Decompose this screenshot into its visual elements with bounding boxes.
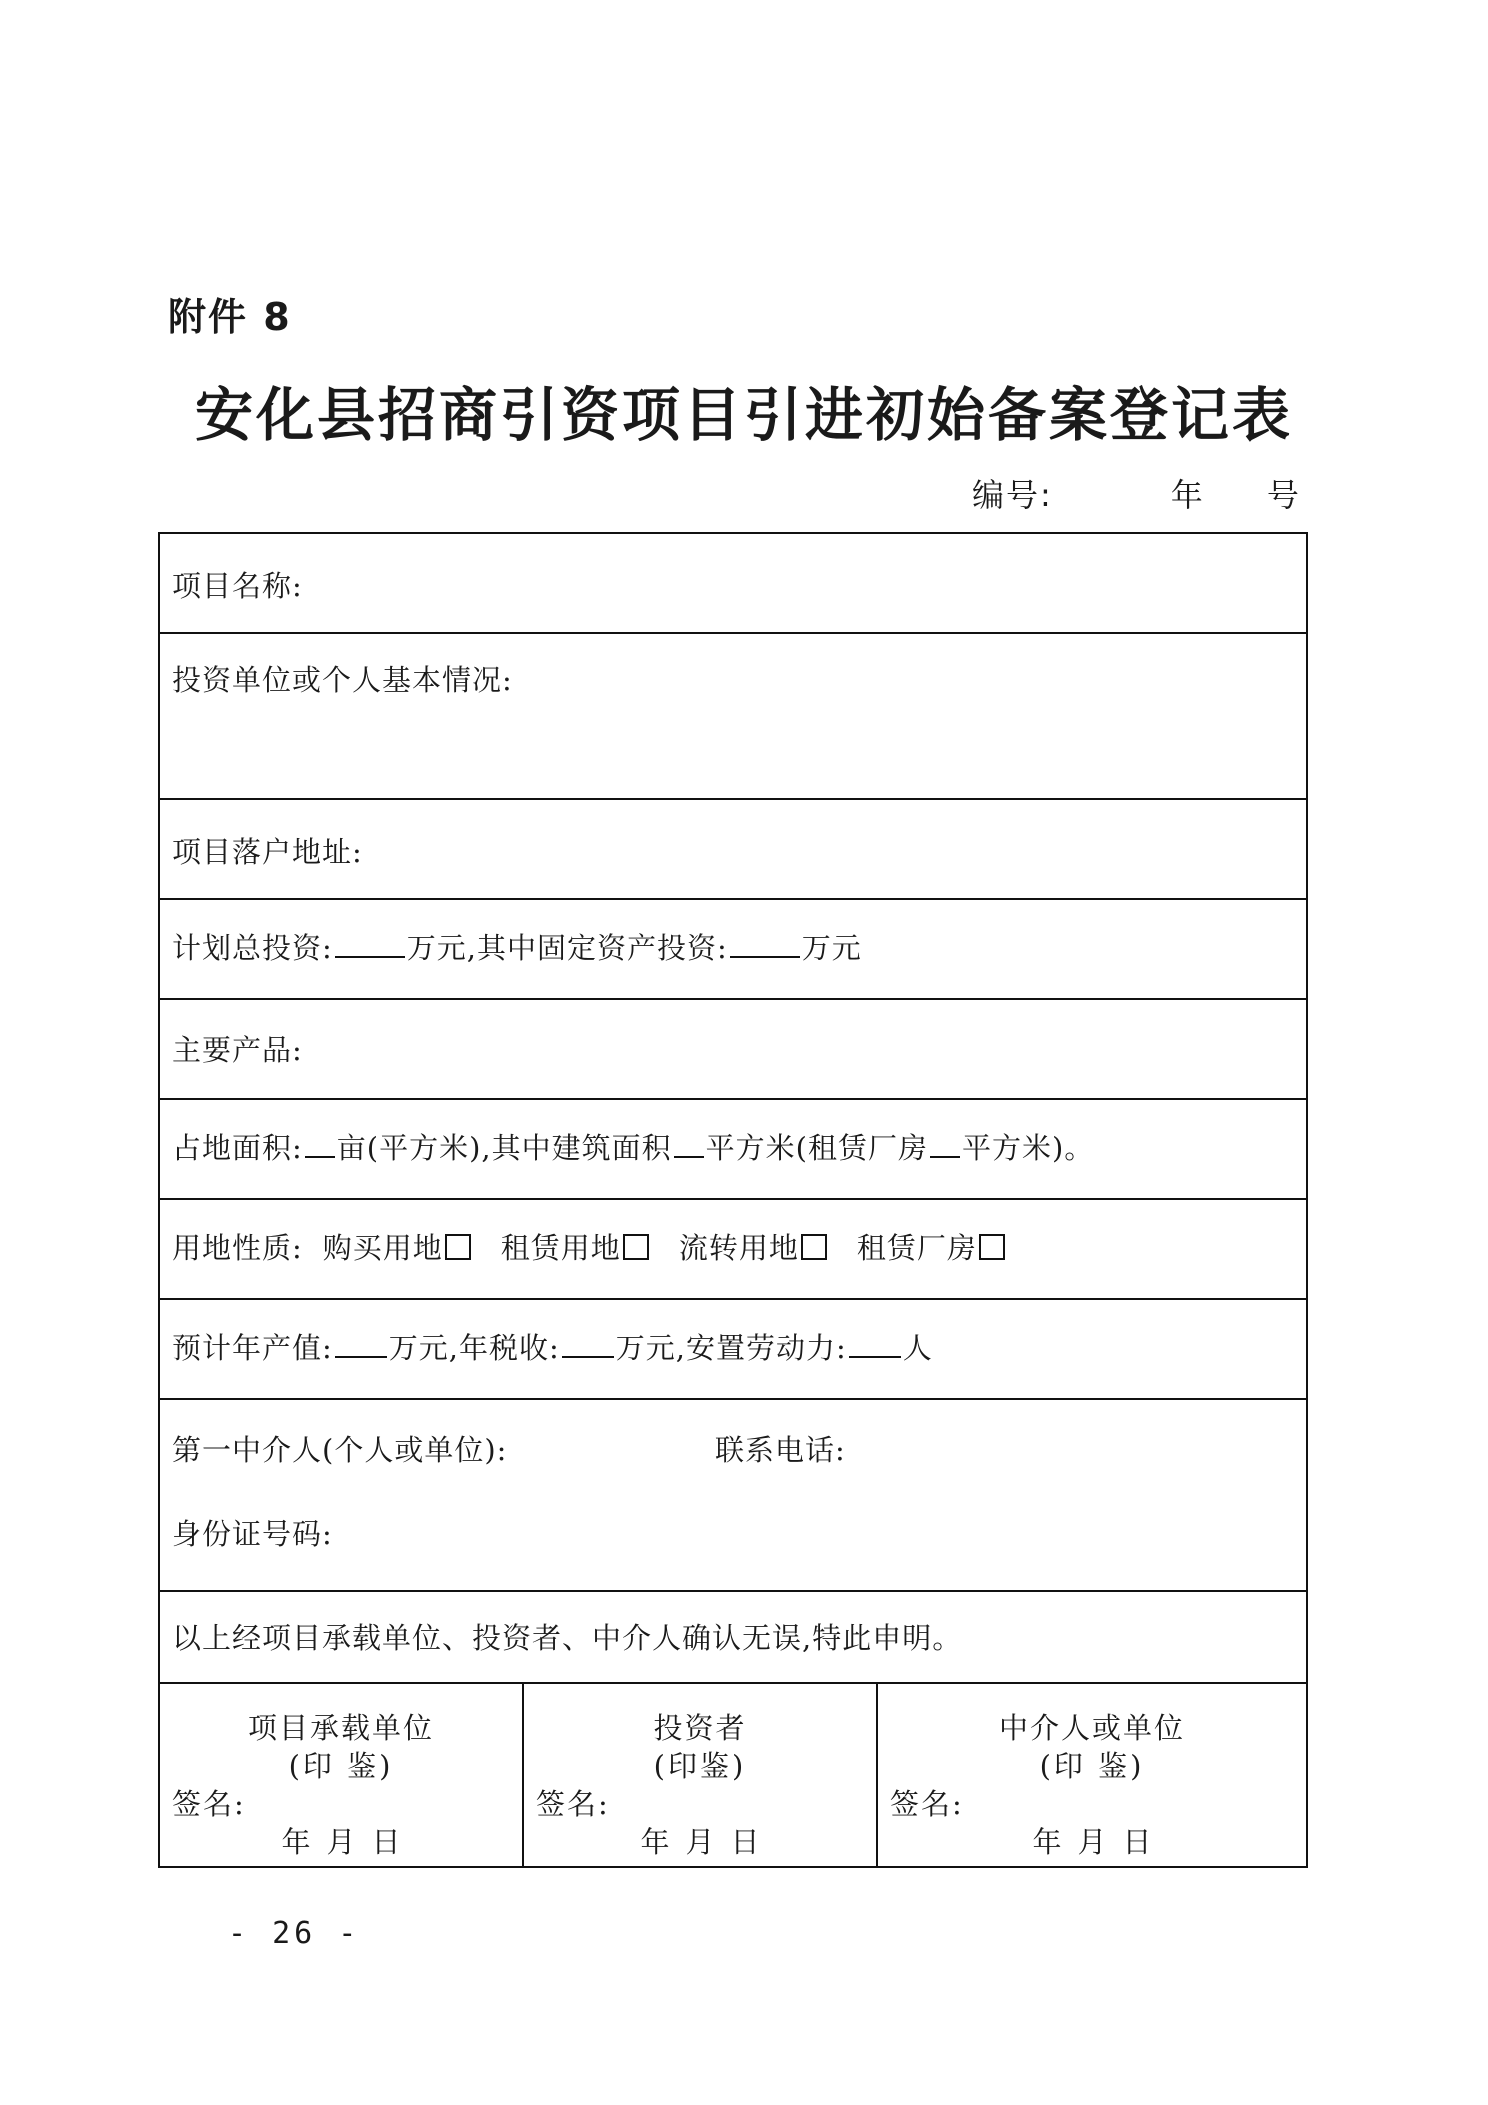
sig-investor-seal: (印鉴) [653, 1749, 747, 1783]
expected-p3: 人 [902, 1331, 933, 1365]
row-project-address[interactable] [160, 800, 1306, 900]
row-project-name[interactable] [160, 534, 1306, 634]
row-land-nature [160, 1200, 1306, 1300]
sig-intermediary-date [878, 1820, 1306, 1861]
expected-p1: 万元,年税收: [388, 1331, 560, 1365]
annual-output-blank[interactable] [335, 1330, 387, 1358]
investment-unit2: 万元 [801, 931, 862, 965]
option-purchase-land: 购买用地 [322, 1231, 443, 1265]
row-intermediary[interactable] [160, 1400, 1306, 1592]
sig-investor-sign: 签名: [536, 1787, 610, 1821]
registration-form [158, 532, 1308, 1868]
sig-intermediary-sign: 签名: [890, 1787, 964, 1821]
land-nature-label: 用地性质: [172, 1231, 303, 1265]
row-investment [160, 900, 1306, 1000]
land-area-p1: 亩(平方米),其中建筑面积 [336, 1131, 672, 1165]
rented-plant-area-blank[interactable] [930, 1130, 960, 1158]
page-number: - 26 - [228, 1916, 361, 1951]
main-products-label: 主要产品: [172, 1033, 303, 1067]
land-area-label: 占地面积: [172, 1131, 303, 1165]
sig-host-title: 项目承载单位 [247, 1711, 434, 1745]
date-year: 年 [640, 1825, 670, 1859]
row-investor-info[interactable] [160, 634, 1306, 800]
option-rent-land: 租赁用地 [500, 1231, 621, 1265]
project-name-label: 项目名称: [172, 569, 303, 603]
rent-plant-checkbox[interactable] [979, 1234, 1005, 1260]
date-year: 年 [281, 1825, 311, 1859]
rent-land-checkbox[interactable] [623, 1234, 649, 1260]
land-area-p2: 平方米(租赁厂房 [705, 1131, 928, 1165]
date-month: 月 [1077, 1825, 1107, 1859]
serial-number [972, 470, 1301, 516]
row-expected-output [160, 1300, 1306, 1400]
option-transfer-land: 流转用地 [678, 1231, 799, 1265]
intermediary-id-label: 身份证号码: [172, 1517, 333, 1551]
date-day: 日 [371, 1825, 401, 1859]
annual-tax-blank[interactable] [562, 1330, 614, 1358]
date-year: 年 [1032, 1825, 1062, 1859]
transfer-land-checkbox[interactable] [801, 1234, 827, 1260]
labor-blank[interactable] [849, 1330, 901, 1358]
sig-investor-date [524, 1820, 876, 1861]
land-area-blank[interactable] [305, 1130, 335, 1158]
fixed-investment-blank[interactable] [730, 930, 800, 958]
row-declaration [160, 1592, 1306, 1684]
investment-label: 计划总投资: [172, 931, 333, 965]
sig-host-date [160, 1820, 522, 1861]
form-title: 安化县招商引资项目引进初始备案登记表 [194, 381, 1293, 449]
date-day: 日 [730, 1825, 760, 1859]
signature-investor[interactable] [524, 1684, 878, 1868]
land-area-p3: 平方米)。 [961, 1131, 1095, 1165]
total-investment-blank[interactable] [335, 930, 405, 958]
expected-label: 预计年产值: [172, 1331, 333, 1365]
serial-number-suffix: 号 [1266, 476, 1301, 514]
row-land-area [160, 1100, 1306, 1200]
sig-host-sign: 签名: [172, 1787, 246, 1821]
intermediary-label: 第一中介人(个人或单位): [172, 1433, 508, 1467]
option-rent-plant: 租赁厂房 [856, 1231, 977, 1265]
row-main-products[interactable] [160, 1000, 1306, 1100]
declaration-text: 以上经项目承载单位、投资者、中介人确认无误,特此申明。 [172, 1621, 963, 1655]
serial-year: 年 [1170, 476, 1205, 514]
building-area-blank[interactable] [674, 1130, 704, 1158]
intermediary-phone-label: 联系电话: [715, 1433, 846, 1467]
project-address-label: 项目落户地址: [172, 835, 363, 869]
expected-p2: 万元,安置劳动力: [615, 1331, 847, 1365]
signature-intermediary[interactable] [878, 1684, 1306, 1868]
date-month: 月 [326, 1825, 356, 1859]
date-day: 日 [1122, 1825, 1152, 1859]
serial-label: 编号: [972, 476, 1053, 514]
investment-unit1: 万元,其中固定资产投资: [406, 931, 728, 965]
investor-info-label: 投资单位或个人基本情况: [172, 663, 513, 697]
sig-host-seal: (印 鉴) [288, 1749, 394, 1783]
sig-intermediary-title: 中介人或单位 [998, 1711, 1185, 1745]
purchase-land-checkbox[interactable] [445, 1234, 471, 1260]
signature-host-unit[interactable] [160, 1684, 524, 1868]
date-month: 月 [685, 1825, 715, 1859]
attachment-label: 附件 8 [168, 295, 292, 339]
sig-intermediary-seal: (印 鉴) [1039, 1749, 1145, 1783]
sig-investor-title: 投资者 [653, 1711, 747, 1745]
